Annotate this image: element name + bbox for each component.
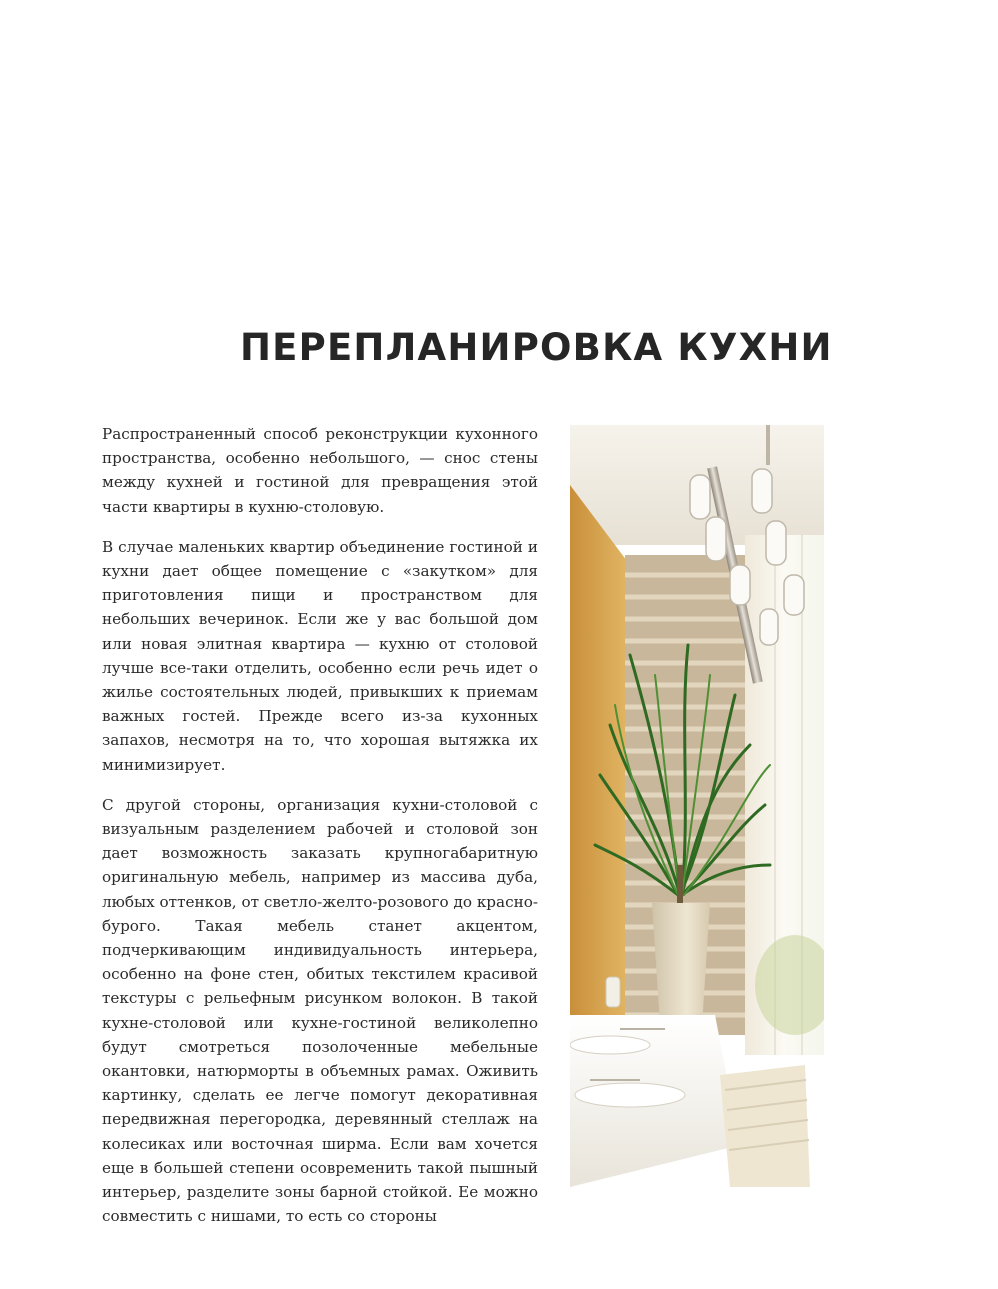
interior-photo (570, 425, 824, 1187)
paragraph-2: В случае маленьких квартир объединение гостиной и кухни дает общее помещение с «закутком» для приготовления пищи и пространством для небольших вечеринок. Если же у вас большой дом или новая элитная квартира — кухню от столовой лучше все-таки отделить, особенно если речь идет о жилье состоятельных людей, привыкших к приемам важных гостей. Прежде всего из-за кухонных запахов, несмотря на то, что хорошая вытяжка их минимизирует. (102, 537, 538, 774)
body-text (102, 422, 538, 1245)
paragraph-3: С другой стороны, организация кухни-столовой с визуальным разделением рабочей и столовой зон дает возможность заказать крупногабаритную оригинальную мебель, например из массива дуба, любых оттенков, от светло-желто-розового до красно-бурого. Такая мебель станет акцентом, подчеркивающим индивидуальность интерьера, особенно на фоне стен, обитых текстилем красивой текстуры с рельефным рисунком волокон. В такой кухне-столовой или кухне-гостиной великолепно будут смотреться позолоченные мебельные окантовки, натюрморты в объемных рамах. Оживить картинку, сделать ее легче помогут декоративная передвижная перегородка, деревянный стеллаж на колесиках или восточная ширма. Если вам хочется еще в большей степени осовременить такой пышный интерьер, разделите зоны барной стойкой. Ее можно совместить с нишами, то есть со стороны (102, 795, 538, 1226)
paragraph-1: Распространенный способ реконструкции кухонного пространства, особенно небольшого, — снос стены между кухней и гостиной для превращения этой части квартиры в кухню-столовую. (102, 425, 538, 516)
chapter-title: ПЕРЕПЛАНИРОВКА КУХНИ (240, 325, 833, 369)
